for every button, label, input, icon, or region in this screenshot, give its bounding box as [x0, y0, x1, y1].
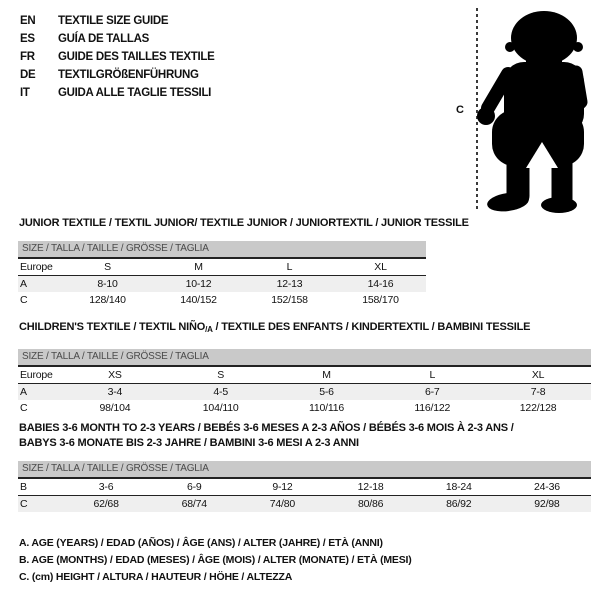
- table-cell: 92/98: [534, 498, 560, 510]
- measurement-legend: [19, 535, 412, 586]
- size-header-bar: SIZE / TALLA / TAILLE / GRÖSSE / TAGLIA: [18, 241, 426, 259]
- table-cell: 86/92: [446, 498, 472, 510]
- table-cell: M: [194, 261, 203, 273]
- language-code: ES: [20, 33, 35, 45]
- junior-size-table: [18, 241, 426, 308]
- children-section-title: [19, 321, 530, 334]
- guide-title-de: TEXTILGRÖßENFÜHRUNG: [58, 69, 199, 81]
- table-cell: 3-4: [107, 386, 123, 398]
- row-label: Europe: [20, 261, 53, 273]
- table-cell: 7-8: [530, 386, 546, 398]
- table-cell: 122/128: [519, 402, 557, 414]
- table-cell: 80/86: [357, 498, 384, 510]
- table-cell: 68/74: [181, 498, 207, 510]
- table-row-height: [18, 292, 426, 308]
- table-row-europe: [18, 259, 426, 276]
- table-cell: 5-6: [319, 386, 334, 398]
- language-row-de: [20, 66, 215, 84]
- table-cell: 116/122: [414, 402, 451, 414]
- language-row-it: [20, 84, 215, 102]
- table-cell: 104/110: [202, 402, 239, 414]
- table-row-months: [18, 479, 591, 496]
- table-cell: 10-12: [185, 278, 212, 290]
- row-label: A: [20, 278, 27, 290]
- legend-note-a: A. AGE (YEARS) / EDAD (AÑOS) / ÂGE (ANS) / ALTER (JAHRE) / ETÀ (ANNI): [19, 537, 383, 549]
- children-size-table: [18, 349, 591, 416]
- size-header-bar: SIZE / TALLA / TAILLE / GRÖSSE / TAGLIA: [18, 349, 591, 367]
- table-cell: M: [322, 369, 331, 381]
- table-cell: 12-18: [357, 481, 384, 493]
- table-cell: 128/140: [89, 294, 126, 306]
- table-cell: 140/152: [180, 294, 217, 306]
- language-code: DE: [20, 69, 36, 81]
- table-cell: 74/80: [269, 498, 296, 510]
- table-cell: 6-9: [186, 481, 202, 493]
- table-cell: 9-12: [272, 481, 293, 493]
- junior-section-title: JUNIOR TEXTILE / TEXTIL JUNIOR/ TEXTILE JUNIOR / JUNIORTEXTIL / JUNIOR TESSILE: [19, 217, 469, 229]
- legend-note-c: C. (cm) HEIGHT / ALTURA / HAUTEUR / HÖHE / ALTEZZA: [19, 571, 293, 583]
- children-title-subscript: /A: [205, 325, 213, 334]
- table-cell: 18-24: [445, 481, 472, 493]
- language-code: IT: [20, 87, 30, 99]
- table-cell: 158/170: [362, 294, 399, 306]
- row-label: C: [20, 498, 28, 510]
- table-cell: 24-36: [534, 481, 560, 493]
- table-cell: 3-6: [98, 481, 114, 493]
- guide-title-es: GUÍA DE TALLAS: [58, 33, 149, 45]
- table-cell: 12-13: [276, 278, 303, 290]
- language-code: FR: [20, 51, 35, 63]
- row-label: Europe: [20, 369, 53, 381]
- baby-silhouette-image: [468, 8, 592, 214]
- language-code: EN: [20, 15, 36, 27]
- guide-title-fr: GUIDE DES TAILLES TEXTILE: [58, 51, 215, 63]
- table-cell: 110/116: [308, 402, 344, 414]
- guide-title-it: GUIDA ALLE TAGLIE TESSILI: [58, 87, 212, 99]
- table-row-height: [18, 400, 591, 416]
- table-cell: 14-16: [367, 278, 394, 290]
- row-label: C: [20, 402, 28, 414]
- language-row-en: [20, 12, 215, 30]
- table-cell: 6-7: [425, 386, 440, 398]
- table-cell: 4-5: [213, 386, 228, 398]
- language-row-es: [20, 30, 215, 48]
- row-label: A: [20, 386, 27, 398]
- row-label: C: [20, 294, 28, 306]
- babies-title-line1: BABIES 3-6 MONTH TO 2-3 YEARS / BEBÉS 3-6 MESES A 2-3 AÑOS / BÉBÉS 3-6 MOIS À 2-3 ANS /: [19, 422, 514, 434]
- table-cell: 98/104: [99, 402, 131, 414]
- children-title-text: / TEXTILE DES ENFANTS / KINDERTEXTIL / BAMBINI TESSILE: [212, 321, 531, 333]
- children-title-text: CHILDREN'S TEXTILE / TEXTIL NIÑO: [19, 321, 206, 333]
- guide-title-en: TEXTILE SIZE GUIDE: [58, 15, 169, 27]
- table-cell: L: [286, 261, 293, 273]
- height-measure-label: C: [456, 104, 464, 116]
- size-header-bar: SIZE / TALLA / TAILLE / GRÖSSE / TAGLIA: [18, 461, 591, 479]
- language-guide-list: [20, 12, 215, 102]
- table-cell: 62/68: [93, 498, 119, 510]
- table-cell: S: [217, 369, 225, 381]
- babies-title-line2: BABYS 3-6 MONATE BIS 2-3 JAHRE / BAMBINI 3-6 MESI A 2-3 ANNI: [19, 437, 359, 449]
- table-cell: XL: [531, 369, 545, 381]
- table-cell: XS: [108, 369, 122, 381]
- table-cell: 8-10: [97, 278, 118, 290]
- row-label: B: [20, 481, 27, 493]
- table-row-europe: [18, 367, 591, 384]
- table-cell: XL: [374, 261, 387, 273]
- table-cell: L: [429, 369, 436, 381]
- babies-size-table: [18, 461, 591, 512]
- table-row-height: [18, 496, 591, 512]
- babies-section-title: [19, 421, 514, 451]
- table-row-age: [18, 384, 591, 400]
- language-row-fr: [20, 48, 215, 66]
- legend-note-b: B. AGE (MONTHS) / EDAD (MESES) / ÂGE (MOIS) / ALTER (MONATE) / ETÀ (MESI): [19, 554, 412, 566]
- table-row-age: [18, 276, 426, 292]
- table-cell: S: [104, 261, 111, 273]
- table-cell: 152/158: [271, 294, 308, 306]
